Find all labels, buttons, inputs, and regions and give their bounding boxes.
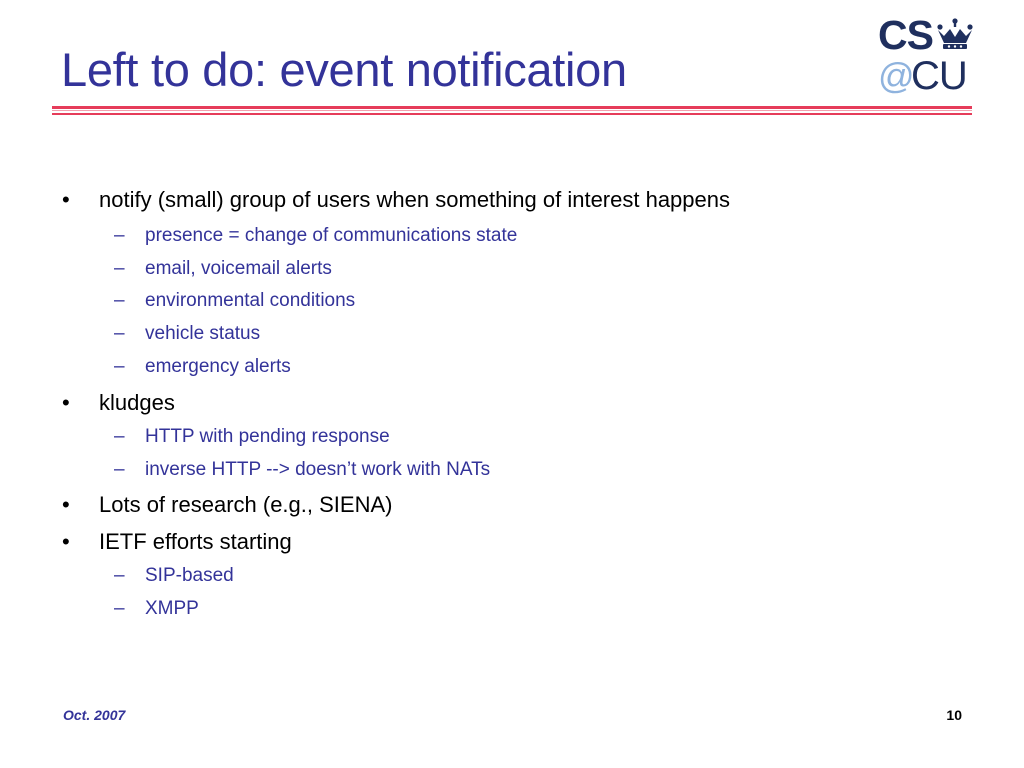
logo-cs-text: CS (878, 12, 933, 58)
slide-number: 10 (946, 707, 962, 723)
bullet-text: email, voicemail alerts (145, 258, 332, 279)
bullet-text: kludges (99, 390, 175, 415)
bullet-text: Lots of research (e.g., SIENA) (99, 492, 393, 517)
crown-icon (936, 18, 974, 52)
dash-marker: – (114, 426, 125, 447)
bullet-text: XMPP (145, 598, 199, 619)
bullet-text: environmental conditions (145, 290, 356, 311)
bullet-text: presence = change of communications state (145, 225, 518, 246)
dash-marker: – (114, 290, 125, 311)
bullet-text: HTTP with pending response (145, 426, 390, 447)
logo-at-symbol: @ (878, 55, 915, 96)
bullet-marker: • (62, 492, 70, 517)
title-rule-middle (52, 110, 972, 111)
dash-marker: – (114, 598, 125, 619)
logo-cu-text: CU (911, 54, 967, 98)
cs-columbia-logo (878, 12, 978, 96)
bullet-text: notify (small) group of users when something of interest happens (99, 187, 730, 212)
bullet-marker: • (62, 390, 70, 415)
dash-marker: – (114, 356, 125, 377)
bullet-marker: • (62, 529, 70, 554)
dash-marker: – (114, 258, 125, 279)
slide-title: Left to do: event notification (61, 43, 627, 96)
dash-marker: – (114, 565, 125, 586)
bullet-text: IETF efforts starting (99, 529, 292, 554)
dash-marker: – (114, 225, 125, 246)
footer-date: Oct. 2007 (63, 707, 126, 723)
bullet-text: SIP-based (145, 565, 234, 586)
bullet-text: vehicle status (145, 323, 261, 344)
bullet-text: emergency alerts (145, 356, 291, 377)
title-rule-top (52, 106, 972, 109)
dash-marker: – (114, 459, 125, 480)
bullet-text: inverse HTTP --> doesn’t work with NATs (145, 459, 491, 480)
title-rule-bottom (52, 113, 972, 115)
dash-marker: – (114, 323, 125, 344)
bullet-marker: • (62, 187, 70, 212)
